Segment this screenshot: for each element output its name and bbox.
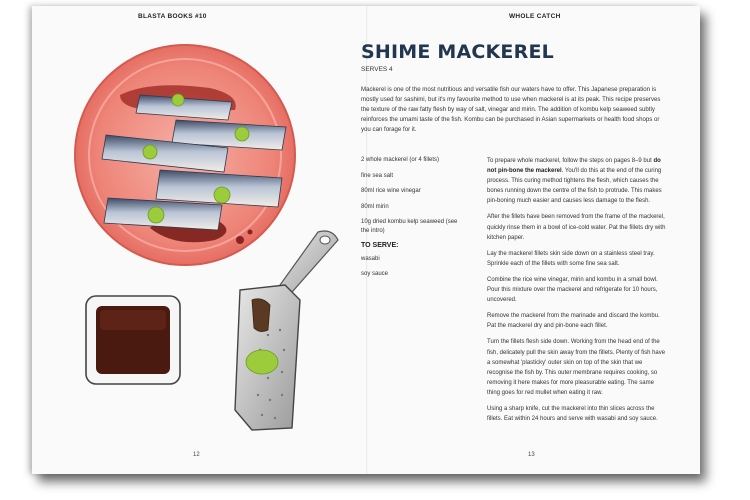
to-serve-item: wasabi [361,255,380,262]
right-running-header: WHOLE CATCH [509,13,561,20]
left-page-number: 12 [193,452,200,458]
ingredient-item: 80ml mirin [361,203,389,210]
method-step-1: To prepare whole mackerel, follow the steps on pages 8–9 but do not pin-bone the mackerel. You'll do this at the end of the curing process. This curing method tightens the flesh, which causes the bones running down the centre of the fish to protrude. This makes pin-boning much easier and causes less damage to the flesh. [487,158,662,205]
method-step-4: Combine the rice wine vinegar, mirin and kombu in a small bowl. Pour this mixture over the mackerel and refrigerate for 10 hours, uncovered. [487,276,658,304]
left-running-header: BLASTA BOOKS #10 [138,13,207,20]
wasabi-grater [235,231,338,430]
ingredient-item: fine sea salt [361,172,394,179]
recipe-title: SHIME MACKEREL [361,41,554,63]
method-step-6: Turn the fillets flesh side down. Working from the head end of the fish, delicately pull the skin away from the fillets. Plenty of fish have a somewhat 'plasticky' outer skin on top of the skin that we recognise the fish by. This outer membrane requires cooking, so removing it here makes for more pleasurable eating. The same thing goes for red mullet when eating it raw. [487,339,666,396]
method-step-7: Using a sharp knife, cut the mackerel into thin slices across the fillets. Eat within 24 hours and serve with wasabi and soy sauce. [487,405,658,423]
ingredients-list [361,156,465,286]
recipe-serves: SERVES 4 [361,66,393,73]
recipe-intro: Mackerel is one of the most nutritious and versatile fish our waters have to offer. This Japanese preparation is mostly used for sashimi, but it's my favourite method to use when mackerel is at its peak. This recipe preserves the texture of the raw fatty flesh by way of salt, vinegar and mirin. The addition of kombu kelp seaweed subtly reinforces the umami taste of the fish. Kombu can be purchased in Asian supermarkets or health food shops or you can forage for it. [361,86,661,133]
method-step-3: Lay the mackerel fillets skin side down on a stainless steel tray. Sprinkle each of the fillets with some fine sea salt. [487,250,655,267]
soy-sauce-dish [86,296,180,384]
to-serve-item: soy sauce [361,271,389,277]
method-step-5: Remove the mackerel from the marinade and discard the kombu. Pat the mackerel dry and pin-bone each fillet. [487,313,660,330]
right-page-number: 13 [528,452,535,458]
method-steps [487,156,667,430]
ingredient-item: 2 whole mackerel (or 4 fillets) [361,157,440,163]
method-step-2: After the fillets have been removed from the frame of the mackerel, quickly rinse them in a bowl of ice-cold water. Pat the fillets dry with kitchen paper. [487,214,666,241]
ingredient-item: 10g dried kombu kelp seaweed (see the intro) [361,219,458,234]
to-serve-heading: TO SERVE: [361,242,399,249]
ingredient-item: 80ml rice wine vinegar [361,188,421,194]
